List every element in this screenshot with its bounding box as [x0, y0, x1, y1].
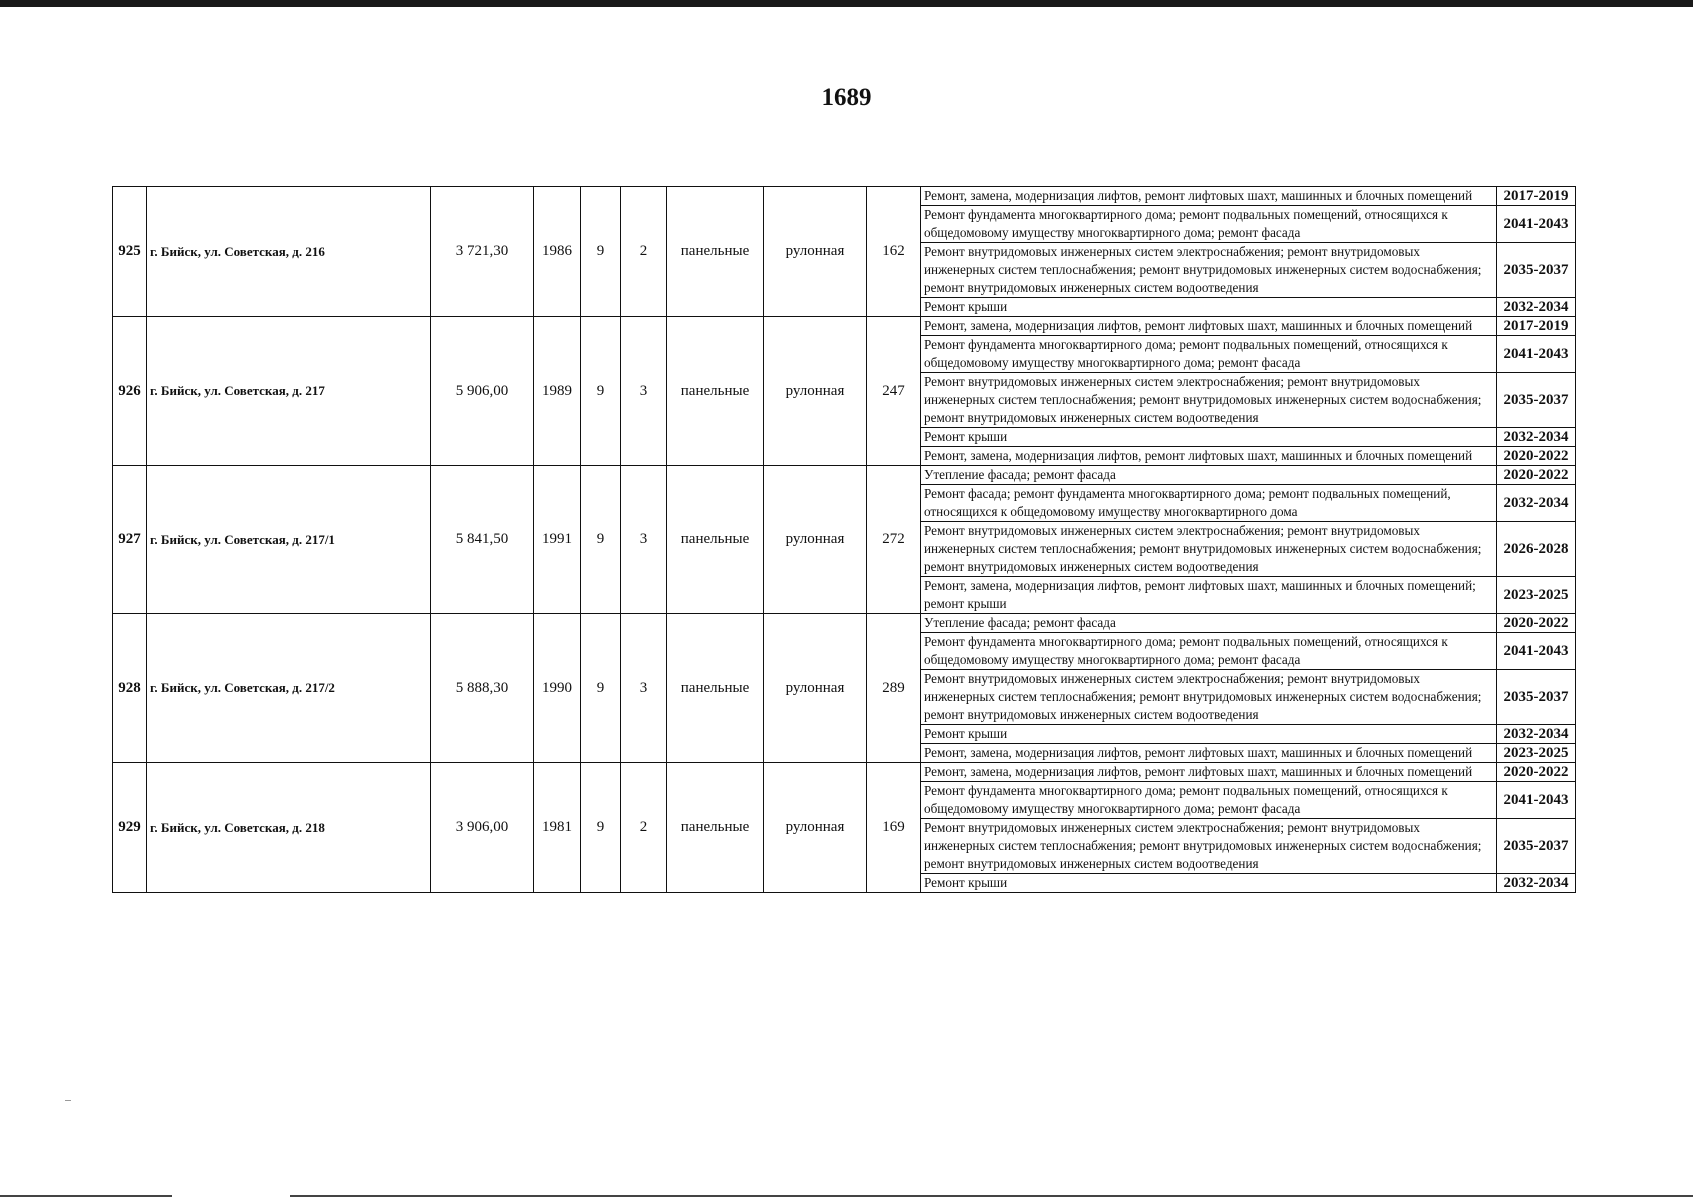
build-year-cell: 1981 — [534, 763, 581, 893]
work-description-cell: Ремонт крыши — [921, 428, 1497, 447]
work-period-cell: 2026-2028 — [1497, 522, 1576, 577]
work-period-cell: 2032-2034 — [1497, 874, 1576, 893]
total-area-cell: 5 906,00 — [431, 317, 534, 466]
work-period-cell: 2035-2037 — [1497, 243, 1576, 298]
table-row — [113, 187, 1576, 206]
page-number: 1689 — [821, 84, 872, 111]
work-period-cell: 2035-2037 — [1497, 819, 1576, 874]
work-description-cell: Ремонт фундамента многоквартирного дома; ремонт подвальных помещений, относящихся к общедомовому имуществу многоквартирного дома; ремонт фасада — [921, 336, 1497, 373]
wall-material-cell: панельные — [667, 317, 764, 466]
work-description-cell: Ремонт, замена, модернизация лифтов, ремонт лифтовых шахт, машинных и блочных помещений — [921, 447, 1497, 466]
row-number-cell: 929 — [113, 763, 147, 893]
roof-type-cell: рулонная — [764, 187, 867, 317]
roof-type-cell: рулонная — [764, 614, 867, 763]
entrance-count-cell: 2 — [621, 763, 667, 893]
apartment-count-cell: 247 — [867, 317, 921, 466]
work-period-cell: 2020-2022 — [1497, 763, 1576, 782]
work-period-cell: 2041-2043 — [1497, 336, 1576, 373]
total-area-cell: 3 721,30 — [431, 187, 534, 317]
row-number-cell: 928 — [113, 614, 147, 763]
apartment-count-cell: 289 — [867, 614, 921, 763]
apartment-count-cell: 162 — [867, 187, 921, 317]
entrance-count-cell: 3 — [621, 317, 667, 466]
floor-count-cell: 9 — [581, 614, 621, 763]
work-period-cell: 2032-2034 — [1497, 428, 1576, 447]
work-period-cell: 2035-2037 — [1497, 670, 1576, 725]
floor-count-cell: 9 — [581, 466, 621, 614]
work-period-cell: 2041-2043 — [1497, 633, 1576, 670]
work-period-cell: 2032-2034 — [1497, 725, 1576, 744]
work-description-cell: Ремонт внутридомовых инженерных систем электроснабжения; ремонт внутридомовых инженерных систем теплоснабжения; ремонт внутридомовых инженерных систем водоснабжения; ремонт внутридомовых инженерных систем водоотведения — [921, 373, 1497, 428]
entrance-count-cell: 3 — [621, 466, 667, 614]
roof-type-cell: рулонная — [764, 317, 867, 466]
work-description-cell: Ремонт фундамента многоквартирного дома; ремонт подвальных помещений, относящихся к общедомовому имуществу многоквартирного дома; ремонт фасада — [921, 633, 1497, 670]
work-description-cell: Ремонт фасада; ремонт фундамента многоквартирного дома; ремонт подвальных помещений, относящихся к общедомовому имуществу многоквартирного дома — [921, 485, 1497, 522]
entrance-count-cell: 2 — [621, 187, 667, 317]
work-description-cell: Ремонт, замена, модернизация лифтов, ремонт лифтовых шахт, машинных и блочных помещений — [921, 317, 1497, 336]
floor-count-cell: 9 — [581, 187, 621, 317]
work-period-cell: 2035-2037 — [1497, 373, 1576, 428]
work-description-cell: Ремонт крыши — [921, 874, 1497, 893]
floor-count-cell: 9 — [581, 317, 621, 466]
total-area-cell: 5 841,50 — [431, 466, 534, 614]
total-area-cell: 5 888,30 — [431, 614, 534, 763]
row-number-cell: 925 — [113, 187, 147, 317]
work-description-cell: Ремонт фундамента многоквартирного дома; ремонт подвальных помещений, относящихся к общедомовому имуществу многоквартирного дома; ремонт фасада — [921, 782, 1497, 819]
work-description-cell: Ремонт, замена, модернизация лифтов, ремонт лифтовых шахт, машинных и блочных помещений — [921, 763, 1497, 782]
address-cell: г. Бийск, ул. Советская, д. 216 — [147, 187, 431, 317]
work-description-cell: Ремонт, замена, модернизация лифтов, ремонт лифтовых шахт, машинных и блочных помещений; ремонт крыши — [921, 577, 1497, 614]
scan-mark — [65, 1100, 71, 1101]
work-description-cell: Ремонт крыши — [921, 725, 1497, 744]
table-row — [113, 317, 1576, 336]
work-description-cell: Ремонт фундамента многоквартирного дома; ремонт подвальных помещений, относящихся к общедомовому имуществу многоквартирного дома; ремонт фасада — [921, 206, 1497, 243]
work-description-cell: Ремонт, замена, модернизация лифтов, ремонт лифтовых шахт, машинных и блочных помещений — [921, 187, 1497, 206]
scan-top-border — [0, 0, 1693, 7]
entrance-count-cell: 3 — [621, 614, 667, 763]
work-period-cell: 2017-2019 — [1497, 187, 1576, 206]
build-year-cell: 1986 — [534, 187, 581, 317]
work-period-cell: 2032-2034 — [1497, 298, 1576, 317]
table-row — [113, 763, 1576, 782]
work-period-cell: 2032-2034 — [1497, 485, 1576, 522]
work-description-cell: Утепление фасада; ремонт фасада — [921, 614, 1497, 633]
wall-material-cell: панельные — [667, 187, 764, 317]
table-row — [113, 614, 1576, 633]
total-area-cell: 3 906,00 — [431, 763, 534, 893]
build-year-cell: 1991 — [534, 466, 581, 614]
scan-bottom-border-right — [290, 1195, 1693, 1197]
work-period-cell: 2017-2019 — [1497, 317, 1576, 336]
roof-type-cell: рулонная — [764, 466, 867, 614]
repair-schedule-table — [112, 186, 1576, 893]
work-period-cell: 2023-2025 — [1497, 577, 1576, 614]
apartment-count-cell: 272 — [867, 466, 921, 614]
address-cell: г. Бийск, ул. Советская, д. 218 — [147, 763, 431, 893]
address-cell: г. Бийск, ул. Советская, д. 217 — [147, 317, 431, 466]
floor-count-cell: 9 — [581, 763, 621, 893]
row-number-cell: 926 — [113, 317, 147, 466]
build-year-cell: 1989 — [534, 317, 581, 466]
row-number-cell: 927 — [113, 466, 147, 614]
work-period-cell: 2041-2043 — [1497, 206, 1576, 243]
wall-material-cell: панельные — [667, 614, 764, 763]
work-description-cell: Ремонт, замена, модернизация лифтов, ремонт лифтовых шахт, машинных и блочных помещений — [921, 744, 1497, 763]
wall-material-cell: панельные — [667, 466, 764, 614]
build-year-cell: 1990 — [534, 614, 581, 763]
work-description-cell: Ремонт внутридомовых инженерных систем электроснабжения; ремонт внутридомовых инженерных систем теплоснабжения; ремонт внутридомовых инженерных систем водоснабжения; ремонт внутридомовых инженерных систем водоотведения — [921, 243, 1497, 298]
work-period-cell: 2041-2043 — [1497, 782, 1576, 819]
table-row — [113, 466, 1576, 485]
roof-type-cell: рулонная — [764, 763, 867, 893]
address-cell: г. Бийск, ул. Советская, д. 217/2 — [147, 614, 431, 763]
work-description-cell: Ремонт внутридомовых инженерных систем электроснабжения; ремонт внутридомовых инженерных систем теплоснабжения; ремонт внутридомовых инженерных систем водоснабжения; ремонт внутридомовых инженерных систем водоотведения — [921, 670, 1497, 725]
work-description-cell: Ремонт внутридомовых инженерных систем электроснабжения; ремонт внутридомовых инженерных систем теплоснабжения; ремонт внутридомовых инженерных систем водоснабжения; ремонт внутридомовых инженерных систем водоотведения — [921, 522, 1497, 577]
scan-bottom-border-left — [0, 1195, 172, 1197]
apartment-count-cell: 169 — [867, 763, 921, 893]
wall-material-cell: панельные — [667, 763, 764, 893]
address-cell: г. Бийск, ул. Советская, д. 217/1 — [147, 466, 431, 614]
work-period-cell: 2020-2022 — [1497, 614, 1576, 633]
work-period-cell: 2020-2022 — [1497, 466, 1576, 485]
work-description-cell: Утепление фасада; ремонт фасада — [921, 466, 1497, 485]
work-description-cell: Ремонт крыши — [921, 298, 1497, 317]
work-period-cell: 2020-2022 — [1497, 447, 1576, 466]
work-description-cell: Ремонт внутридомовых инженерных систем электроснабжения; ремонт внутридомовых инженерных систем теплоснабжения; ремонт внутридомовых инженерных систем водоснабжения; ремонт внутридомовых инженерных систем водоотведения — [921, 819, 1497, 874]
work-period-cell: 2023-2025 — [1497, 744, 1576, 763]
